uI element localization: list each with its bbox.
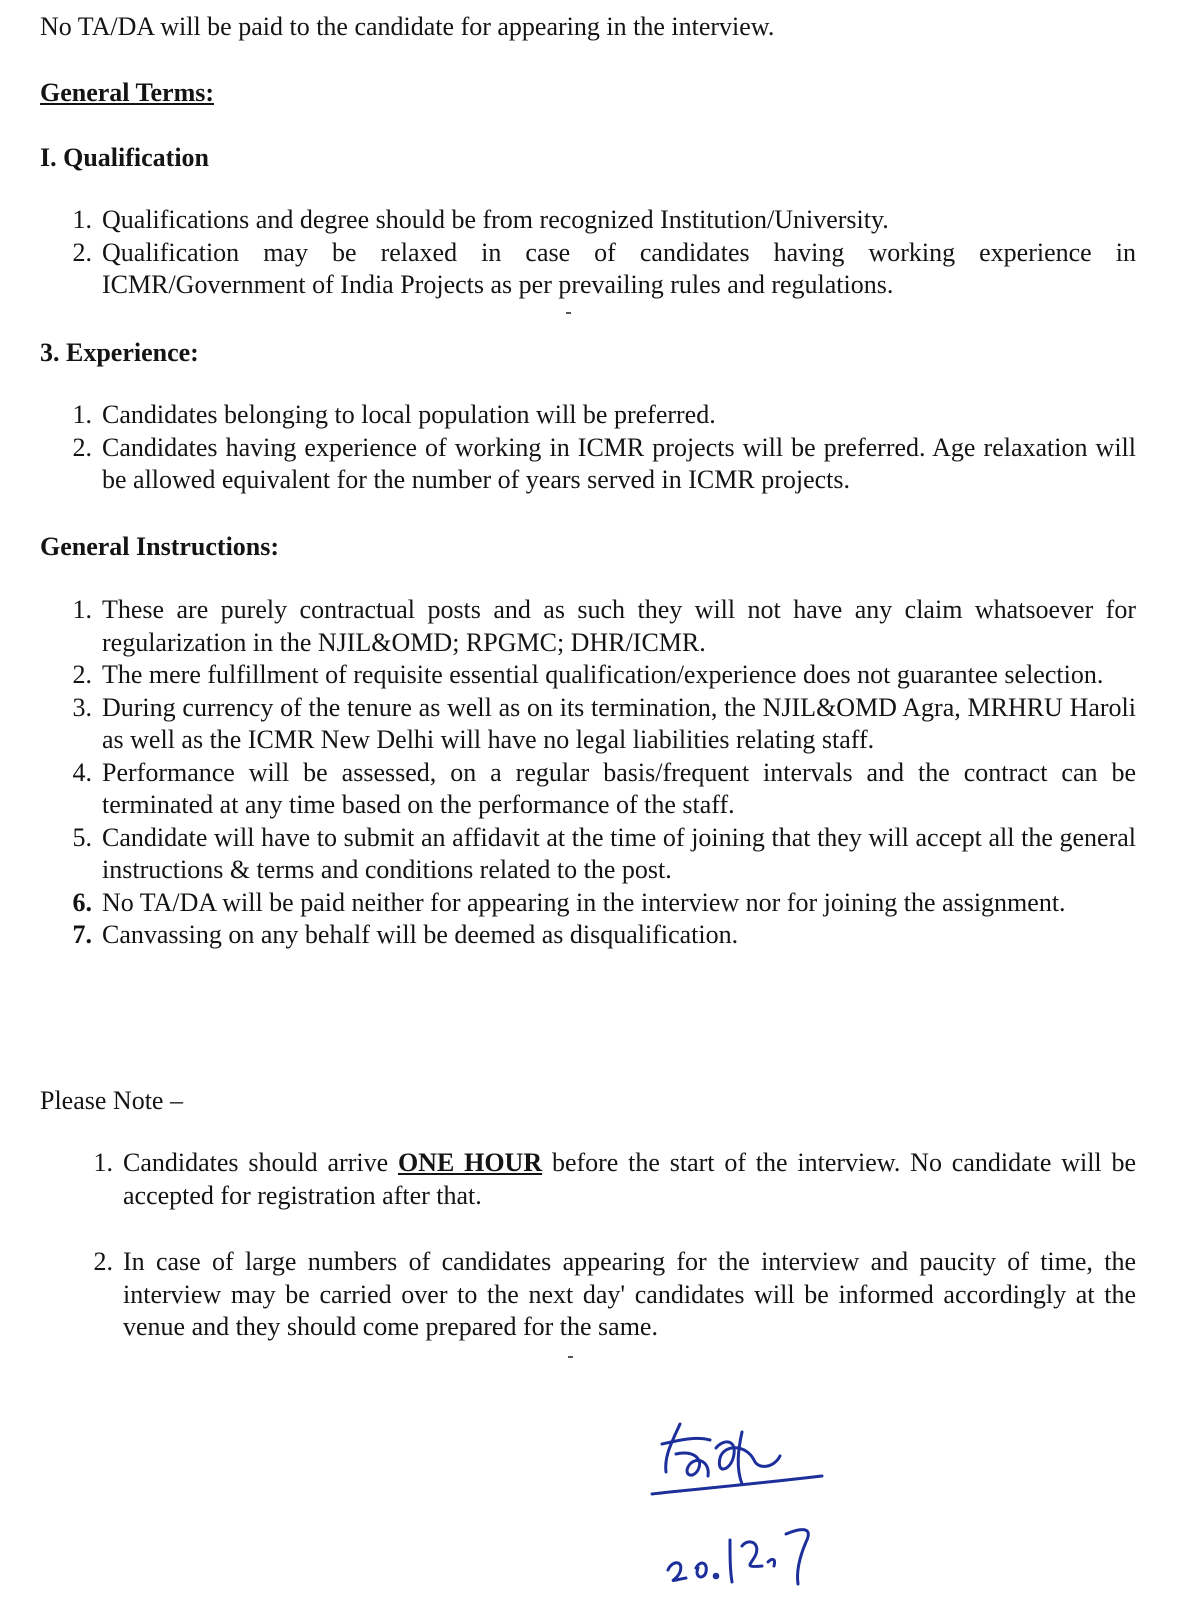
list-item-number: 7. [72,920,92,949]
list-item-text: Qualifications and degree should be from recognized Institution/University. [102,205,889,234]
list-item-number: 2. [93,1247,113,1276]
list-item [72,692,1136,757]
list-item-number: 6. [72,887,92,917]
note-text-after: before the start of the interview. No candidate will be accepted for registration after that. [123,1148,1137,1210]
intro-text: No TA/DA will be paid to the candidate for appearing in the interview. [40,12,775,41]
list-item [72,659,1136,692]
scan-speck [566,312,571,314]
qualification-heading: I. Qualification [40,143,210,172]
scan-speck [568,1356,573,1358]
list-item-text: No TA/DA will be paid neither for appearing in the interview nor for joining the assignment. [102,887,1066,917]
general-terms-heading: General Terms: [40,78,215,107]
list-item [72,887,1136,920]
list-item-text: These are purely contractual posts and as such they will not have any claim whatsoever for regularization in the NJIL&OMD; RPGMC; DHR/ICMR. [102,595,1136,657]
list-item-number: 4. [72,757,92,787]
list-item-number: 1. [72,595,92,624]
please-note-heading: Please Note – [40,1086,183,1115]
list-item-number: 1. [72,205,92,234]
list-item-number: 2. [72,237,92,267]
list-item [72,594,1136,659]
list-item-text: In case of large numbers of candidates appearing for the interview and paucity of time, the interview may be carried over to the next day' candidates will be informed accordingly at the venue and they should come prepared for the same. [123,1247,1136,1341]
note-text-before: Candidates should arrive [123,1148,398,1177]
experience-heading: 3. Experience: [40,338,199,367]
please-note-list [93,1147,1137,1212]
list-item [72,399,1136,432]
list-item-text: The mere fulfillment of requisite essential qualification/experience does not guarantee selection. [102,660,1104,689]
list-item [72,432,1136,497]
list-item-text: During currency of the tenure as well as on its termination, the NJIL&OMD Agra, MRHRU Haroli as well as the ICMR New Delhi will have no legal liabilities relating staff. [102,692,1136,754]
general-instructions-heading: General Instructions: [40,532,280,561]
list-item [72,237,1136,302]
list-item-number: 5. [72,822,92,852]
general-instructions-list [72,594,1136,952]
qualification-list [72,204,1136,302]
list-item-number: 1. [93,1148,113,1177]
list-item [72,204,1136,237]
list-item [72,919,1136,952]
list-item-text: Qualification may be relaxed in case of candidates having working experience in ICMR/Government of India Projects as per prevailing rules and regulations. [102,237,1136,299]
list-item-number: 2. [72,432,92,462]
list-item-text [123,1148,1136,1210]
list-item [93,1147,1137,1212]
handwritten-signature [646,1410,836,1590]
list-item-number: 1. [72,400,92,429]
list-item-text: Candidates having experience of working in ICMR projects will be preferred. Age relaxation will be allowed equivalent for the number of years served in ICMR projects. [102,432,1136,494]
list-item-text: Candidates belonging to local population will be preferred. [102,400,716,429]
list-item [72,757,1136,822]
list-item-number: 3. [72,692,92,722]
one-hour-emphasis: ONE HOUR [397,1148,543,1177]
list-item-number: 2. [72,660,92,689]
list-item [93,1246,1136,1344]
list-item-text: Canvassing on any behalf will be deemed as disqualification. [102,920,739,949]
list-item-text: Candidate will have to submit an affidavit at the time of joining that they will accept all the general instructions & terms and conditions related to the post. [102,822,1136,884]
list-item-text: Performance will be assessed, on a regular basis/frequent intervals and the contract can be terminated at any time based on the performance of the staff. [102,757,1136,819]
please-note-list-2 [93,1246,1136,1344]
experience-list [72,399,1136,497]
list-item [72,822,1136,887]
